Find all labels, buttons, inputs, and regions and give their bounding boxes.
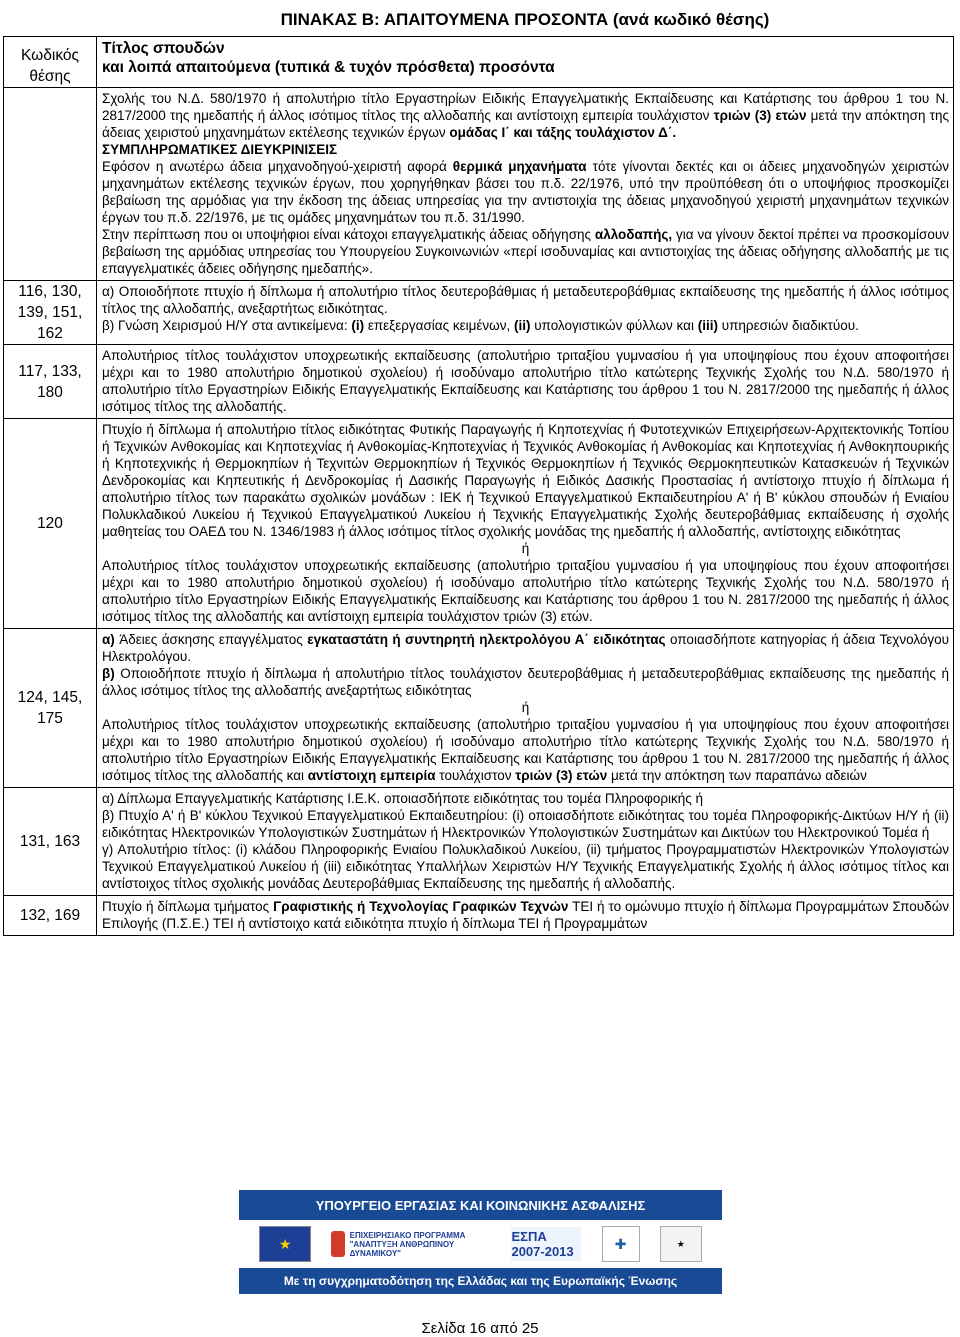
row-paragraph bbox=[102, 631, 949, 665]
row-paragraph: Απολυτήριος τίτλος τουλάχιστον υποχρεωτικής εκπαίδευσης (απολυτήριο τριταξίου γυμνασίου ή για υποψηφίους που έχουν αποφοιτήσει μέχρι και το 1980 απολυτήριο δημοτικού σχολείου) ή ισοδύναμο απολυτήριο τίτλο κατώτερης Τεχνικής Σχολής του Ν.Δ. 580/1970 ή απολυτήριο τίτλο Εργαστηρίων Ειδικής Επαγγελματικής Εκπαίδευσης και Κατάρτισης του άρθρου 1 του Ν. 2817/2000 της ημεδαπής ή άλλος ισότιμος τίτλος της αλλοδαπής. bbox=[102, 348, 949, 414]
text-span: επεξεργασίας κειμένων, bbox=[364, 318, 514, 333]
row-paragraph bbox=[102, 158, 949, 226]
row-text bbox=[97, 281, 954, 345]
text-span: μετά την απόκτηση των παραπάνω αδειών bbox=[607, 768, 867, 783]
text-span: Σχολής του Ν.Δ. 580/1970 ή απολυτήριο τίτλο Εργαστηρίων Ειδικής Επαγγελματικής Εκπαίδευσης και Κατάρτισης του άρθρου 1 του Ν. 2817/2000 της ημεδαπής ή άλλος ισότιμος τίτλος της αλλοδαπής και αντίστοιχη εμπειρία τουλάχιστον bbox=[102, 91, 949, 123]
text-span: οποιασδήποτε κατηγορίας ή άδεια Τεχνολόγου Ηλεκτρολόγου. bbox=[102, 632, 950, 664]
bold-span: αντίστοιχη εμπειρία bbox=[307, 768, 436, 783]
text-span: Απολυτήριος τίτλος τουλάχιστον υποχρεωτικής εκπαίδευσης (απολυτήριο τριταξίου γυμνασίου ή για υποψηφίους που έχουν αποφοιτήσει μέχρι και το 1980 απολυτήριο δημοτικού σχολείου) ή ισοδύναμο απολυτήριο τίτλο κατώτερης Τεχνικής Σχολής του Ν.Δ. 580/1970 ή απολυτήριο τίτλο Εργαστηρίων Ειδικής Επαγγελματικής Εκπαίδευσης και Κατάρτισης του άρθρου 1 του Ν. 2817/2000 της ημεδαπής ή άλλος ισότιμος τίτλος της αλλοδαπής και bbox=[102, 717, 949, 783]
greek-emblem-icon: ✚ bbox=[602, 1226, 640, 1262]
text-span: Οποιοδήποτε πτυχίο ή δίπλωμα ή απολυτήριο τίτλος τουλάχιστον δευτεροβάθμιας ή μεταδευτεροβάθμιας εκπαίδευσης της ημεδαπής ή άλλος ισότιμος τίτλος της αλλοδαπής ανεξαρτήτως ειδικότητας bbox=[102, 666, 949, 698]
row-paragraph bbox=[102, 226, 949, 277]
text-span: τότε γίνονται δεκτές και οι άδειες μηχανοδηγών χειριστών μηχανημάτων εκτέλεσης τεχνικών έργων, που χορηγήθηκαν βάσει του π.δ. 22/1976, υπό την προϋπόθεση ότι ο υποψήφιος προσκομίζει βεβαίωση της αρμόδιας για την έκδοση της άδειας υπηρεσίας για την αντιστοιχία της άδειας μηχανοδηγού χειριστή μηχανημάτων τεχνικών έργων του π.δ. 22/1976, με τις ομάδες μηχανημάτων του π.δ. 31/1990. bbox=[102, 159, 949, 225]
header-code-line2: θέσης bbox=[29, 68, 71, 85]
bold-span: β) bbox=[102, 666, 121, 681]
page-number: Σελίδα 16 από 25 bbox=[421, 1320, 539, 1337]
text-span: Στην περίπτωση που οι υποψήφιοι είναι κάτοχοι επαγγελματικής άδειας οδήγησης bbox=[102, 227, 595, 242]
header-title-line2: και λοιπά απαιτούμενα (τυπικά & τυχόν πρόσθετα) προσόντα bbox=[102, 59, 555, 76]
header-code-line1: Κωδικός bbox=[21, 47, 79, 64]
text-span: β) Γνώση Χειρισμού Η/Υ στα αντικείμενα: bbox=[102, 318, 352, 333]
eu-flag-icon: ★ bbox=[259, 1226, 311, 1262]
text-span: για να γίνουν δεκτοί πρέπει να προσκομίσουν βεβαίωση της αρμόδιας υπηρεσίας του Υπουργείου Συγκοινωνιών «περί ισοδυναμίας και αντιστοιχίας της άδειας οδήγησης αλλοδαπής με τις επαγγελματικές άδειες οδήγησης ημεδαπής». bbox=[102, 227, 949, 276]
espa-logo: ΕΣΠΑ 2007-2013 bbox=[511, 1227, 581, 1261]
row-paragraph bbox=[102, 898, 949, 932]
page-title: ΠΙΝΑΚΑΣ Β: ΑΠΑΙΤΟΥΜΕΝΑ ΠΡΟΣΟΝΤΑ (ανά κωδικό θέσης) bbox=[280, 10, 770, 29]
header-title-cell bbox=[97, 37, 954, 88]
eu-fund-logo-icon: ★ bbox=[660, 1226, 702, 1262]
bold-span: θερμικά μηχανήματα bbox=[452, 159, 587, 174]
row-paragraph: β) Πτυχίο Α' ή Β' κύκλου Τεχνικού Επαγγελματικού Εκπαιδευτηρίου: (i) οποιασδήποτε ειδικότητας του τομέα Πληροφορικής-Δικτύων Η/Υ ή (ii) ειδικότητας Ηλεκτρονικών Υπολογιστικών Συστημάτων ή Ηλεκτρονικών Υπολογιστικών Συστημάτων και Δικτύων του Ηλεκτρονικού Τομέα ή bbox=[102, 808, 949, 840]
header-code-cell bbox=[4, 37, 97, 88]
row-code: 120 bbox=[4, 419, 97, 629]
text-span: μετά την απόκτηση της άδειας χειριστού μηχανημάτων εκτέλεσης τεχνικών έργων bbox=[102, 108, 949, 140]
table-row bbox=[4, 281, 954, 345]
row-paragraph: γ) Απολυτήριο τίτλος: (i) κλάδου Πληροφορικής Ενιαίου Πολυκλαδικού Λυκείου, (ii) τμήματος Προγραμματιστών Ηλεκτρονικών Υπολογιστών Τεχνικού Επαγγελματικού Λυκείου ή (iii) ειδικότητας Υπαλλήλων Χειριστών Η/Υ Τεχνικής Επαγγελματικής Σχολής ή άλλος ισότιμος τίτλος και αντίστοιχος τίτλος σχολικής μονάδας Δευτεροβάθμιας Εκπαίδευσης της ημεδαπής ή αλλοδαπής. bbox=[102, 842, 949, 891]
bold-span: τριών (3) ετών bbox=[713, 108, 807, 123]
cofunding-banner: Με τη συγχρηματοδότηση της Ελλάδας και της Ευρωπαϊκής Ένωσης bbox=[239, 1268, 722, 1294]
row-code: 132, 169 bbox=[4, 896, 97, 936]
row-text bbox=[97, 788, 954, 896]
row-paragraph: Πτυχίο ή δίπλωμα ή απολυτήριο τίτλος ειδικότητας Φυτικής Παραγωγής ή Κηποτεχνίας ή Φυτοτεχνικών Επιχειρήσεων-Αρχιτεκτονικής Τοπίου ή Τεχνικών Ανθοκομίας και Κηποτεχνίας ή Ανθοκομίας-Κηποτεχνίας ή Τεχνικός Ανθοκομίας ή Ανθοκομίας και Κηποτεχνίας ή Ανθοκηπουρικής ή Κηποτεχνικής ή Θερμοκηπίων ή Τεχνιτών Θερμοκηπίων ή Τεχνικός Θερμοκηπίων ή Τεχνικός Θερμοκηπευτικών Κατασκευών ή Τεχνικών Δενδροκομίας και Κηπευτικής ή Δενδροκομίας ή Δασικής Παραγωγής ή Ειδικός Δασικής Προστασίας ή αντίστοιχο πτυχίο ή δίπλωμα ή απολυτήριο τίτλος των παρακάτω σχολικών μονάδων : ΙΕΚ ή Τεχνικού Επαγγελματικού Εκπαιδευτηρίου Α' ή Β' κύκλου σπουδών ή Ενιαίου Πολυκλαδικού Λυκείου ή Τεχνικού Επαγγελματικού Λυκείου ή Τεχνικής Επαγγελματικής Σχολής δευτεροβάθμιας εκπαίδευσης ή σχολής μαθητείας του ΟΑΕΔ του Ν. 1346/1983 ή άλλος ισότιμος τίτλος σχολικής μονάδας της ημεδαπής ή αλλοδαπής, αντίστοιχης ειδικότητας bbox=[102, 422, 949, 539]
table-row bbox=[4, 345, 954, 419]
bold-span: (i) bbox=[351, 318, 365, 333]
bold-span: εγκαταστάτη ή συντηρητή ηλεκτρολόγου Α΄ ειδικότητας bbox=[307, 632, 666, 647]
row-paragraph bbox=[102, 716, 949, 784]
row-code: 116, 130, 139, 151, 162 bbox=[4, 281, 97, 345]
bold-span: α) bbox=[102, 632, 120, 647]
bold-span: ΣΥΜΠΛΗΡΩΜΑΤΙΚΕΣ ΔΙΕΥΚΡΙΝΙΣΕΙΣ bbox=[102, 142, 338, 157]
text-span: Εφόσον η ανωτέρω άδεια μηχανοδηγού-χειριστή αφορά bbox=[102, 159, 453, 174]
row-paragraph bbox=[102, 90, 949, 141]
table-row bbox=[4, 629, 954, 788]
operational-program-logo bbox=[331, 1227, 491, 1261]
or-separator: ή bbox=[521, 700, 530, 715]
or-separator: ή bbox=[521, 541, 530, 556]
funding-banner bbox=[239, 1190, 722, 1296]
text-span: υπολογιστικών φύλλων και bbox=[530, 318, 698, 333]
bold-span: (iii) bbox=[697, 318, 718, 333]
table-row bbox=[4, 88, 954, 281]
bold-span: (ii) bbox=[513, 318, 531, 333]
row-paragraph: Απολυτήριος τίτλος τουλάχιστον υποχρεωτικής εκπαίδευσης (απολυτήριο τριταξίου γυμνασίου ή για υποψηφίους που έχουν αποφοιτήσει μέχρι και το 1980 απολυτήριο δημοτικού σχολείου) ή ισοδύναμο απολυτήριο τίτλο κατώτερης Τεχνικής Σχολής του Ν.Δ. 580/1970 ή απολυτήριο τίτλο Εργαστηρίων Ειδικής Επαγγελματικής Εκπαίδευσης και Κατάρτισης του άρθρου 1 του Ν. 2817/2000 της ημεδαπής ή άλλος ισότιμος τίτλος της αλλοδαπής και αντίστοιχη εμπειρία τουλάχιστον τριών (3) ετών. bbox=[102, 558, 949, 624]
table-row bbox=[4, 419, 954, 629]
text-span: Άδειες άσκησης επαγγέλματος bbox=[119, 632, 308, 647]
row-code: 117, 133, 180 bbox=[4, 345, 97, 419]
requirements-table bbox=[3, 36, 954, 936]
row-paragraph: α) Οποιοδήποτε πτυχίο ή δίπλωμα ή απολυτήριο τίτλος δευτεροβάθμιας ή μεταδευτεροβάθμιας εκπαίδευσης της ημεδαπής ή άλλος ισότιμος τίτλος της αλλοδαπής, ανεξαρτήτως ειδικότητας. bbox=[102, 284, 949, 316]
table-row bbox=[4, 788, 954, 896]
text-span: υπηρεσιών διαδικτύου. bbox=[717, 318, 859, 333]
logos-strip bbox=[239, 1220, 722, 1268]
bold-span: ομάδας Ι΄ και τάξης τουλάχιστον Δ΄. bbox=[449, 125, 677, 140]
text-span: Πτυχίο ή δίπλωμα τμήματος bbox=[102, 899, 274, 914]
row-text bbox=[97, 419, 954, 629]
table-row bbox=[4, 896, 954, 936]
row-code: 131, 163 bbox=[4, 788, 97, 896]
row-paragraph: α) Δίπλωμα Επαγγελματικής Κατάρτισης Ι.Ε.Κ. οποιασδήποτε ειδικότητας του τομέα Πληροφορικής ή bbox=[102, 791, 704, 806]
header-title-line1: Τίτλος σπουδών bbox=[102, 40, 225, 57]
row-text bbox=[97, 629, 954, 788]
table-header-row bbox=[4, 37, 954, 88]
row-paragraph bbox=[102, 665, 949, 699]
clarifications-heading bbox=[102, 141, 949, 158]
program-text: ΕΠΙΧΕΙΡΗΣΙΑΚΟ ΠΡΟΓΡΑΜΜΑ "ΑΝΑΠΤΥΞΗ ΑΝΘΡΩΠΙΝΟΥ ΔΥΝΑΜΙΚΟΥ" bbox=[349, 1230, 466, 1258]
row-text bbox=[97, 345, 954, 419]
program-emblem-icon bbox=[331, 1231, 344, 1257]
row-paragraph bbox=[102, 317, 949, 334]
ministry-banner: ΥΠΟΥΡΓΕΙΟ ΕΡΓΑΣΙΑΣ ΚΑΙ ΚΟΙΝΩΝΙΚΗΣ ΑΣΦΑΛΙΣΗΣ bbox=[239, 1190, 722, 1220]
row-code: 124, 145, 175 bbox=[4, 629, 97, 788]
row-text bbox=[97, 896, 954, 936]
bold-span: τριών (3) ετών bbox=[515, 768, 608, 783]
row-code bbox=[4, 88, 97, 281]
bold-span: Γραφιστικής ή Τεχνολογίας Γραφικών Τεχνών bbox=[273, 899, 569, 914]
text-span: τουλάχιστον bbox=[435, 768, 516, 783]
row-text bbox=[97, 88, 954, 281]
text-span: ΤΕΙ ή το ομώνυμο πτυχίο ή δίπλωμα Προγραμμάτων Σπουδών Επιλογής (Π.Σ.Ε.) ΤΕΙ ή αντίστοιχο κατά ειδικότητα πτυχίο ή δίπλωμα ΤΕΙ ή Προγραμμάτων bbox=[102, 899, 949, 931]
bold-span: αλλοδαπής, bbox=[594, 227, 673, 242]
